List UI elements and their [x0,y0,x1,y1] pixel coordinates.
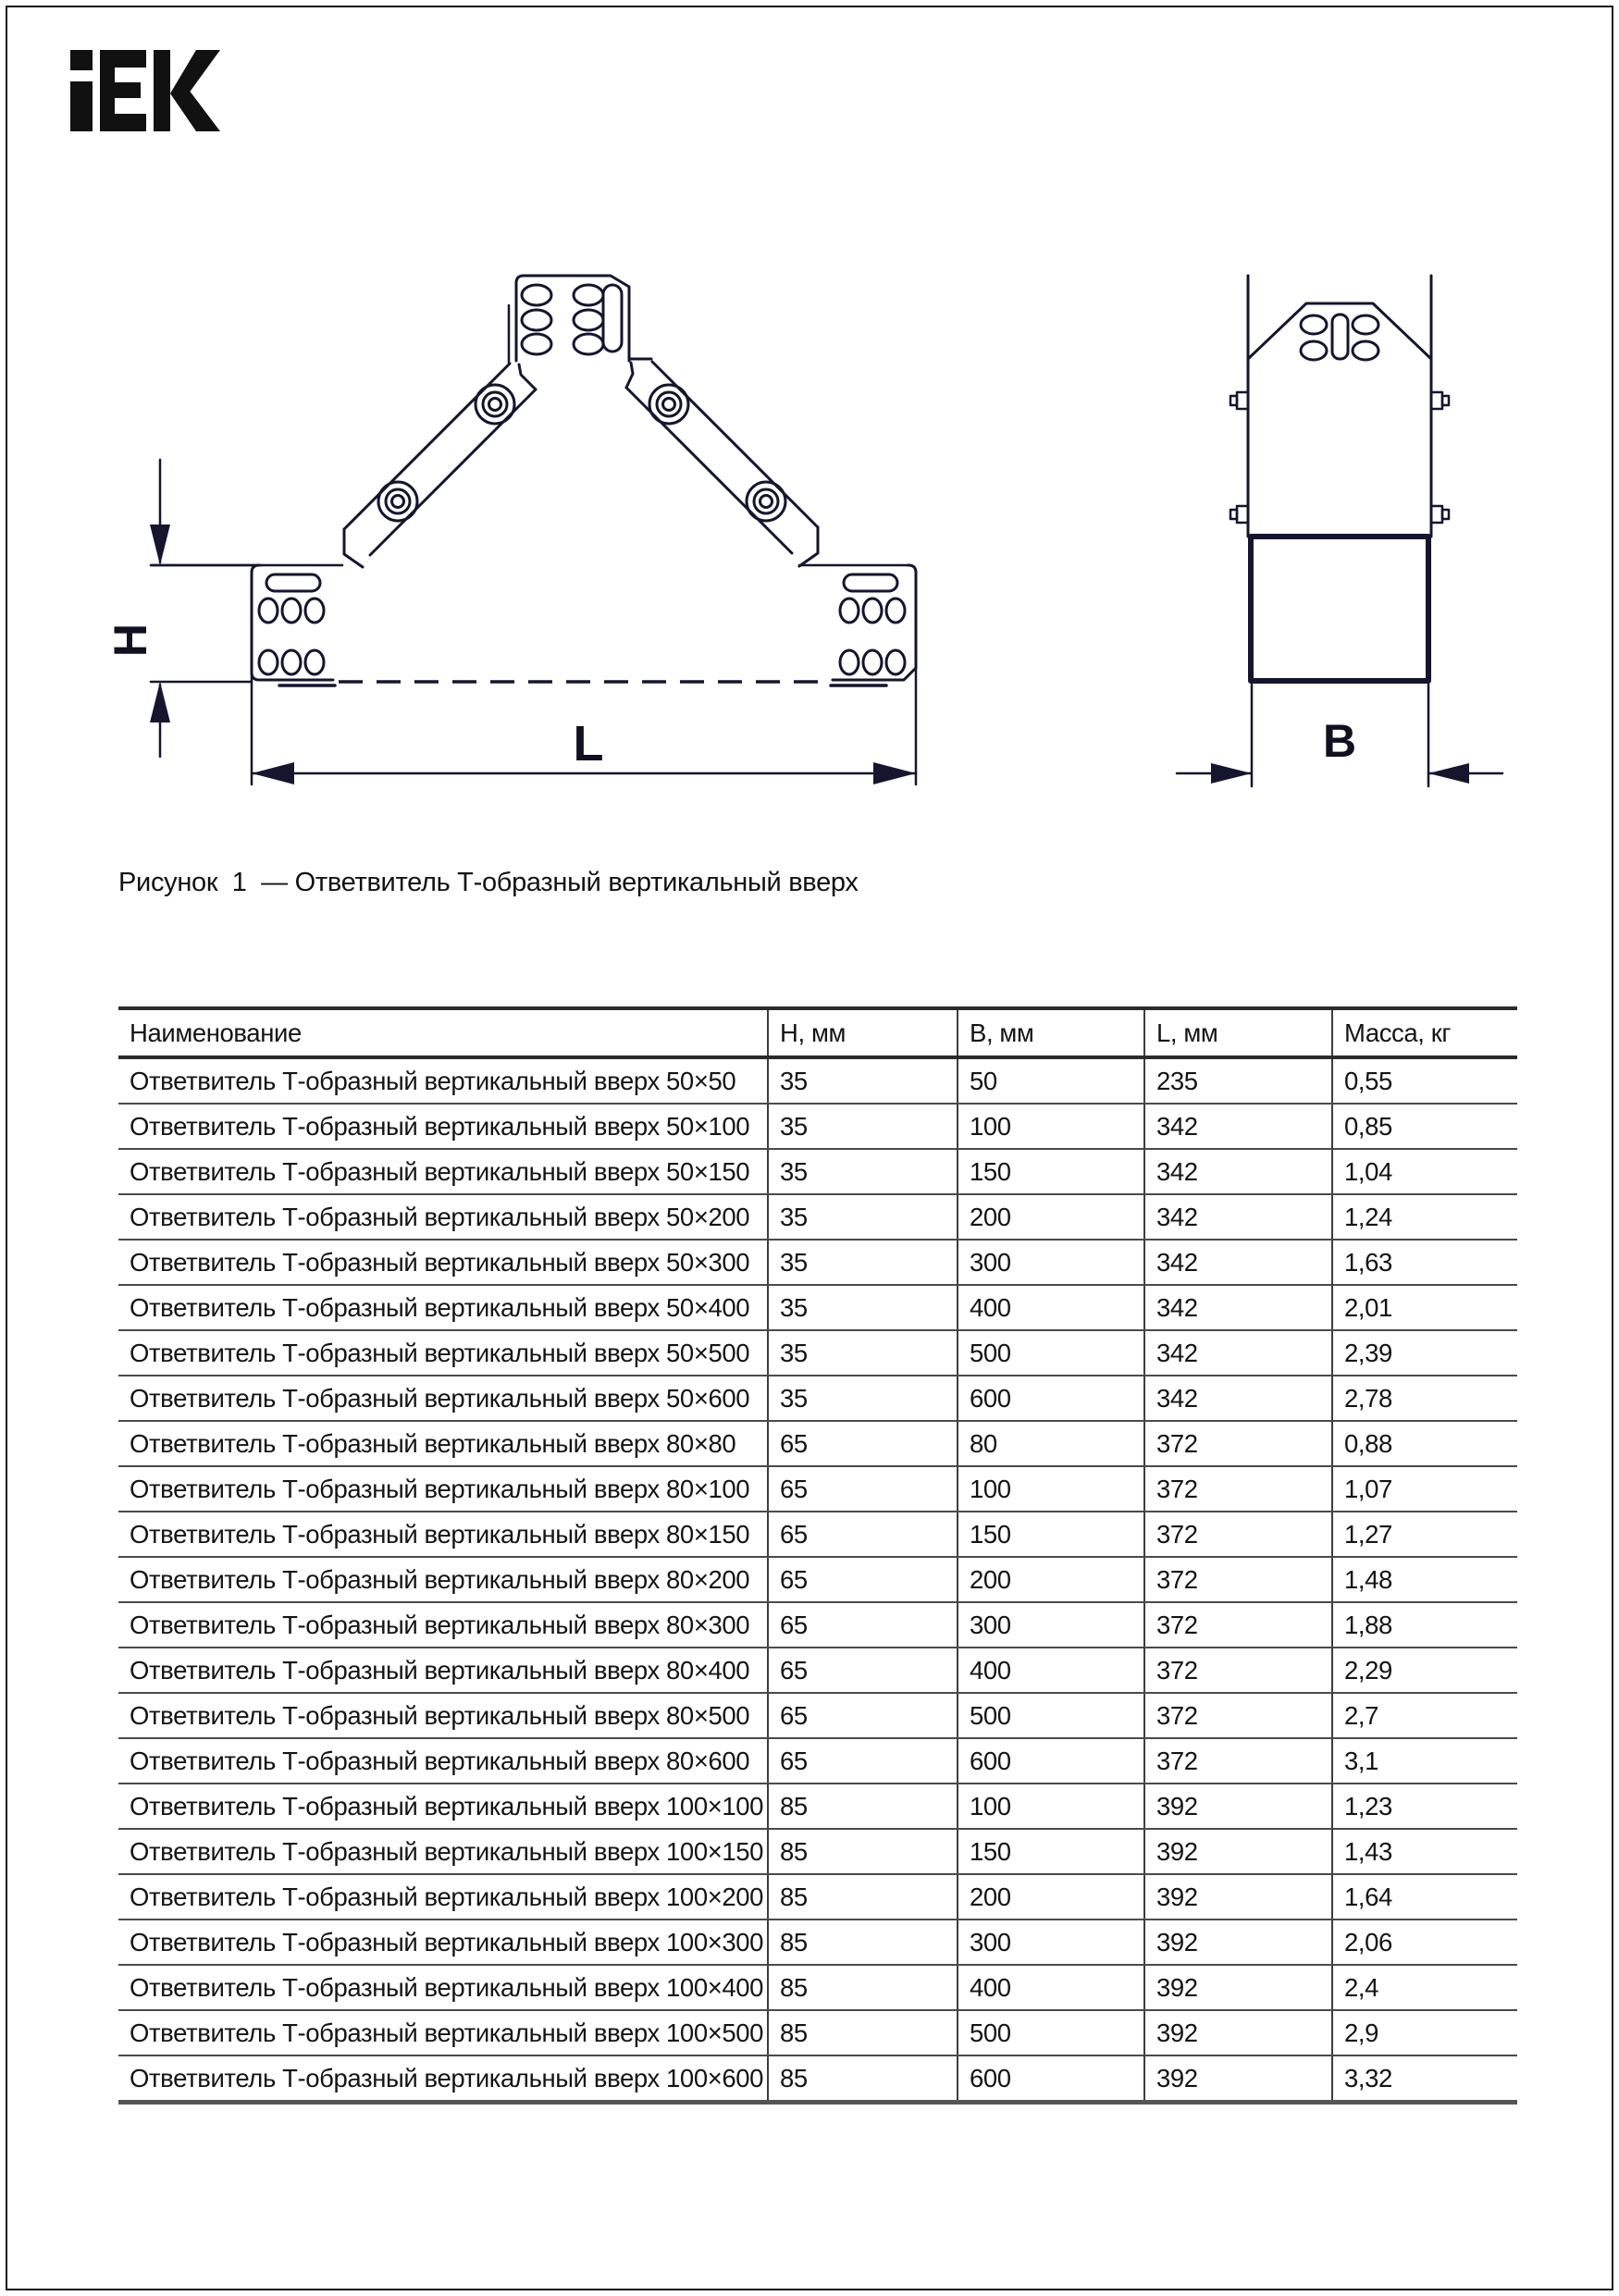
table-cell-name: Ответвитель Т-образный вертикальный вверх 80×600 [118,1738,768,1784]
table-cell-b: 150 [958,1829,1144,1874]
table-cell-b: 150 [958,1512,1144,1557]
table-cell-name: Ответвитель Т-образный вертикальный вверх 100×600 [118,2055,768,2103]
table-cell-b: 500 [958,1330,1144,1376]
table-row [118,1149,1517,1194]
table-cell-name: Ответвитель Т-образный вертикальный вверх 80×100 [118,1466,768,1512]
table-cell-name: Ответвитель Т-образный вертикальный вверх 100×150 [118,1829,768,1874]
table-cell-h: 35 [768,1376,958,1421]
table-row [118,1648,1517,1693]
table-cell-mass: 2,01 [1332,1285,1517,1330]
table-cell-h: 65 [768,1738,958,1784]
table-cell-l: 392 [1144,1965,1332,2010]
table-cell-mass: 1,64 [1332,1874,1517,1920]
table-cell-name: Ответвитель Т-образный вертикальный вверх 100×100 [118,1784,768,1829]
table-cell-b: 80 [958,1421,1144,1466]
table-cell-b: 200 [958,1194,1144,1240]
table-cell-name: Ответвитель Т-образный вертикальный вверх 50×50 [118,1057,768,1104]
table-cell-l: 342 [1144,1104,1332,1149]
table-cell-l: 372 [1144,1421,1332,1466]
table-row [118,1376,1517,1421]
table-cell-name: Ответвитель Т-образный вертикальный вверх 50×100 [118,1104,768,1149]
table-cell-mass: 1,04 [1332,1149,1517,1194]
table-row [118,1738,1517,1784]
table-row [118,2010,1517,2055]
table-cell-h: 85 [768,1829,958,1874]
table-cell-name: Ответвитель Т-образный вертикальный вверх 50×600 [118,1376,768,1421]
table-cell-h: 35 [768,1057,958,1104]
table-row [118,1285,1517,1330]
table-cell-name: Ответвитель Т-образный вертикальный вверх 50×400 [118,1285,768,1330]
table-row [118,1693,1517,1738]
table-cell-b: 100 [958,1104,1144,1149]
table-cell-mass: 2,7 [1332,1693,1517,1738]
table-header [118,1008,1517,1057]
front-view-drawing [150,276,916,784]
table-cell-h: 85 [768,1965,958,2010]
table-cell-mass: 2,39 [1332,1330,1517,1376]
header-mass: Масса, кг [1332,1008,1517,1057]
table-row [118,1920,1517,1965]
table-row [118,1104,1517,1149]
table-cell-name: Ответвитель Т-образный вертикальный вверх 80×200 [118,1557,768,1602]
table-cell-l: 392 [1144,1874,1332,1920]
table-cell-l: 235 [1144,1057,1332,1104]
table-cell-mass: 1,24 [1332,1194,1517,1240]
header-l: L, мм [1144,1008,1332,1057]
table-cell-h: 85 [768,1874,958,1920]
table-cell-mass: 1,07 [1332,1466,1517,1512]
table-cell-b: 50 [958,1057,1144,1104]
header-h: H, мм [768,1008,958,1057]
table-cell-b: 600 [958,2055,1144,2103]
table-cell-mass: 2,06 [1332,1920,1517,1965]
table-row [118,1057,1517,1104]
dim-label-b: B [1322,715,1357,767]
table-cell-b: 300 [958,1920,1144,1965]
table-cell-b: 600 [958,1376,1144,1421]
table-cell-b: 500 [958,2010,1144,2055]
table-cell-l: 392 [1144,1784,1332,1829]
table-cell-b: 600 [958,1738,1144,1784]
table-cell-b: 400 [958,1648,1144,1693]
table-cell-l: 372 [1144,1466,1332,1512]
table-cell-mass: 1,63 [1332,1240,1517,1285]
table-row [118,1194,1517,1240]
table-cell-mass: 0,55 [1332,1057,1517,1104]
table-cell-name: Ответвитель Т-образный вертикальный вверх 50×200 [118,1194,768,1240]
table-cell-h: 35 [768,1149,958,1194]
table-cell-mass: 1,88 [1332,1602,1517,1648]
table-cell-b: 150 [958,1149,1144,1194]
table-cell-name: Ответвитель Т-образный вертикальный вверх 50×500 [118,1330,768,1376]
dim-label-l: L [573,716,604,772]
table-cell-h: 85 [768,1920,958,1965]
table-cell-h: 65 [768,1648,958,1693]
table-cell-mass: 2,78 [1332,1376,1517,1421]
table-cell-h: 65 [768,1557,958,1602]
table-body [118,1057,1517,2103]
table-cell-l: 392 [1144,2055,1332,2103]
table-cell-l: 342 [1144,1285,1332,1330]
figure-drawing [0,0,1619,833]
spec-table [118,1006,1517,2105]
table-cell-name: Ответвитель Т-образный вертикальный вверх 80×400 [118,1648,768,1693]
table-cell-l: 342 [1144,1330,1332,1376]
table-cell-mass: 0,88 [1332,1421,1517,1466]
table-row [118,1965,1517,2010]
table-cell-h: 35 [768,1285,958,1330]
table-cell-name: Ответвитель Т-образный вертикальный вверх 100×400 [118,1965,768,2010]
table-cell-h: 35 [768,1330,958,1376]
table-row [118,1602,1517,1648]
table-cell-mass: 2,4 [1332,1965,1517,2010]
table-cell-l: 392 [1144,2010,1332,2055]
table-cell-mass: 1,23 [1332,1784,1517,1829]
table-cell-h: 85 [768,1784,958,1829]
table-cell-h: 35 [768,1104,958,1149]
table-cell-l: 392 [1144,1920,1332,1965]
table-cell-h: 65 [768,1602,958,1648]
table-cell-b: 100 [958,1784,1144,1829]
table-cell-mass: 1,27 [1332,1512,1517,1557]
table-cell-h: 85 [768,2010,958,2055]
dimension-h [150,460,262,757]
table-cell-h: 35 [768,1240,958,1285]
table-cell-h: 65 [768,1466,958,1512]
table-cell-name: Ответвитель Т-образный вертикальный вверх 80×150 [118,1512,768,1557]
table-cell-l: 372 [1144,1512,1332,1557]
table-cell-name: Ответвитель Т-образный вертикальный вверх 100×500 [118,2010,768,2055]
side-bolt-icon [1230,392,1449,523]
table-header-row [118,1008,1517,1057]
table-cell-h: 65 [768,1693,958,1738]
table-cell-b: 300 [958,1240,1144,1285]
table-cell-mass: 2,29 [1332,1648,1517,1693]
table-cell-l: 372 [1144,1557,1332,1602]
table-cell-b: 200 [958,1557,1144,1602]
table-cell-b: 400 [958,1285,1144,1330]
table-row [118,1466,1517,1512]
table-cell-l: 342 [1144,1149,1332,1194]
table-cell-h: 85 [768,2055,958,2103]
table-cell-l: 372 [1144,1693,1332,1738]
table-cell-name: Ответвитель Т-образный вертикальный вверх 50×300 [118,1240,768,1285]
header-b: B, мм [958,1008,1144,1057]
table-row [118,1557,1517,1602]
table-cell-b: 500 [958,1693,1144,1738]
table-cell-mass: 3,32 [1332,2055,1517,2103]
table-cell-mass: 1,43 [1332,1829,1517,1874]
table-cell-l: 372 [1144,1648,1332,1693]
table-row [118,1421,1517,1466]
table-cell-h: 65 [768,1512,958,1557]
table-cell-name: Ответвитель Т-образный вертикальный вверх 80×500 [118,1693,768,1738]
table-cell-h: 65 [768,1421,958,1466]
table-cell-b: 400 [958,1965,1144,2010]
table-cell-name: Ответвитель Т-образный вертикальный вверх 80×300 [118,1602,768,1648]
figure-caption: Рисунок 1 — Ответвитель Т-образный вертикальный вверх [118,868,859,897]
table-cell-b: 300 [958,1602,1144,1648]
table-row [118,1874,1517,1920]
table-cell-l: 392 [1144,1829,1332,1874]
table-cell-name: Ответвитель Т-образный вертикальный вверх 100×200 [118,1874,768,1920]
table-row [118,1330,1517,1376]
iek-logo-icon [70,50,220,131]
bolt-icon [649,385,785,521]
table-cell-l: 342 [1144,1194,1332,1240]
table-row [118,1784,1517,1829]
table-cell-l: 342 [1144,1240,1332,1285]
table-row [118,1512,1517,1557]
table-cell-l: 372 [1144,1738,1332,1784]
dim-label-h: H [105,623,156,658]
table-cell-name: Ответвитель Т-образный вертикальный вверх 80×80 [118,1421,768,1466]
table-row [118,1240,1517,1285]
side-view-drawing [1177,276,1502,786]
table-row [118,1829,1517,1874]
table-cell-mass: 0,85 [1332,1104,1517,1149]
table-cell-l: 342 [1144,1376,1332,1421]
table-cell-b: 100 [958,1466,1144,1512]
bolt-icon [378,385,514,521]
table-cell-name: Ответвитель Т-образный вертикальный вверх 50×150 [118,1149,768,1194]
table-cell-name: Ответвитель Т-образный вертикальный вверх 100×300 [118,1920,768,1965]
table-cell-h: 35 [768,1194,958,1240]
table-cell-l: 372 [1144,1602,1332,1648]
header-name: Наименование [118,1008,768,1057]
table-row [118,2055,1517,2103]
table-cell-mass: 1,48 [1332,1557,1517,1602]
table-cell-mass: 2,9 [1332,2010,1517,2055]
table-cell-mass: 3,1 [1332,1738,1517,1784]
table-cell-b: 200 [958,1874,1144,1920]
